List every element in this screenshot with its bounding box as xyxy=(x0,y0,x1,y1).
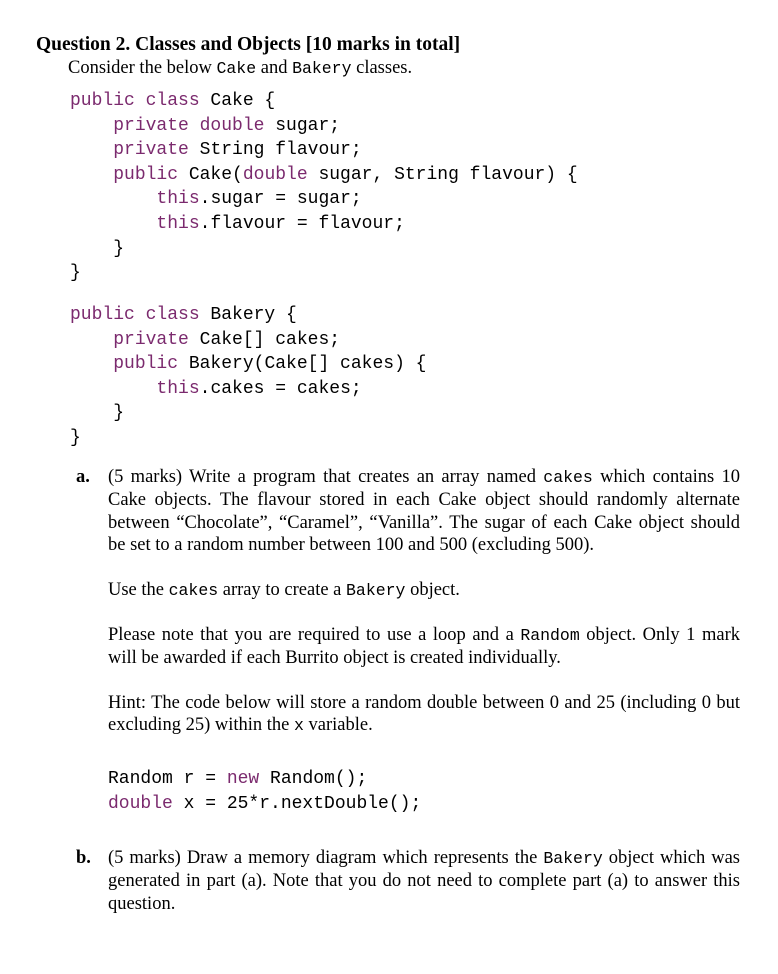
class-name-cake: Cake xyxy=(216,59,257,78)
part-a-hint: Hint: The code below will store a random double between 0 and 25 (including 0 but excluding 25) within the x variable. xyxy=(108,692,740,736)
code-line: private double sugar; xyxy=(113,115,341,136)
hint-code xyxy=(108,767,421,816)
part-b xyxy=(76,847,740,915)
code-line: public class Bakery { xyxy=(70,305,297,325)
code-line: this.flavour = flavour; xyxy=(156,213,405,234)
code-line: this.sugar = sugar; xyxy=(156,189,362,210)
code-line: public class Cake { xyxy=(70,91,276,111)
code-line: } xyxy=(113,238,125,259)
part-a-paragraph-3: Please note that you are required to use a loop and a Random object. Only 1 mark will be awarded if each Burrito object is created individually. xyxy=(108,625,740,669)
cake-class-code xyxy=(70,89,578,286)
bakery-class-code xyxy=(70,303,426,451)
code-line: Random r = new Random(); xyxy=(108,769,368,789)
code-line: private String flavour; xyxy=(113,140,362,161)
code-line: } xyxy=(70,427,81,448)
code-line: } xyxy=(113,403,125,424)
code-line: public Bakery(Cake[] cakes) { xyxy=(113,354,427,375)
question-heading: Question 2. Classes and Objects [10 marks in total] xyxy=(36,34,461,55)
part-a xyxy=(76,466,740,738)
code-line: } xyxy=(70,263,81,284)
part-a-label: a. xyxy=(76,467,90,487)
part-a-paragraph-2: Use the cakes array to create a Bakery object. xyxy=(108,579,460,600)
part-b-paragraph: (5 marks) Draw a memory diagram which represents the Bakery object which was generated in part (a). Note that you do not need to complete part (a) to answer this question. xyxy=(108,848,741,914)
code-line: double x = 25*r.nextDouble(); xyxy=(108,793,422,814)
class-name-bakery: Bakery xyxy=(292,59,352,78)
part-b-label: b. xyxy=(76,848,91,868)
code-line: public Cake(double sugar, String flavour) { xyxy=(113,164,578,185)
question-intro: Consider the below Cake and Bakery classes. xyxy=(68,58,413,78)
code-line: this.cakes = cakes; xyxy=(156,378,362,399)
code-line: private Cake[] cakes; xyxy=(113,329,341,350)
part-a-paragraph-1: (5 marks) Write a program that creates an array named cakes which contains 10 Cake objects. The flavour stored in each Cake object should randomly alternate between “Chocolate”, “Caramel”, “Vanilla”. The sugar of each Cake object should be set to a random number between 100 and 500 (excluding 500). xyxy=(108,467,740,556)
